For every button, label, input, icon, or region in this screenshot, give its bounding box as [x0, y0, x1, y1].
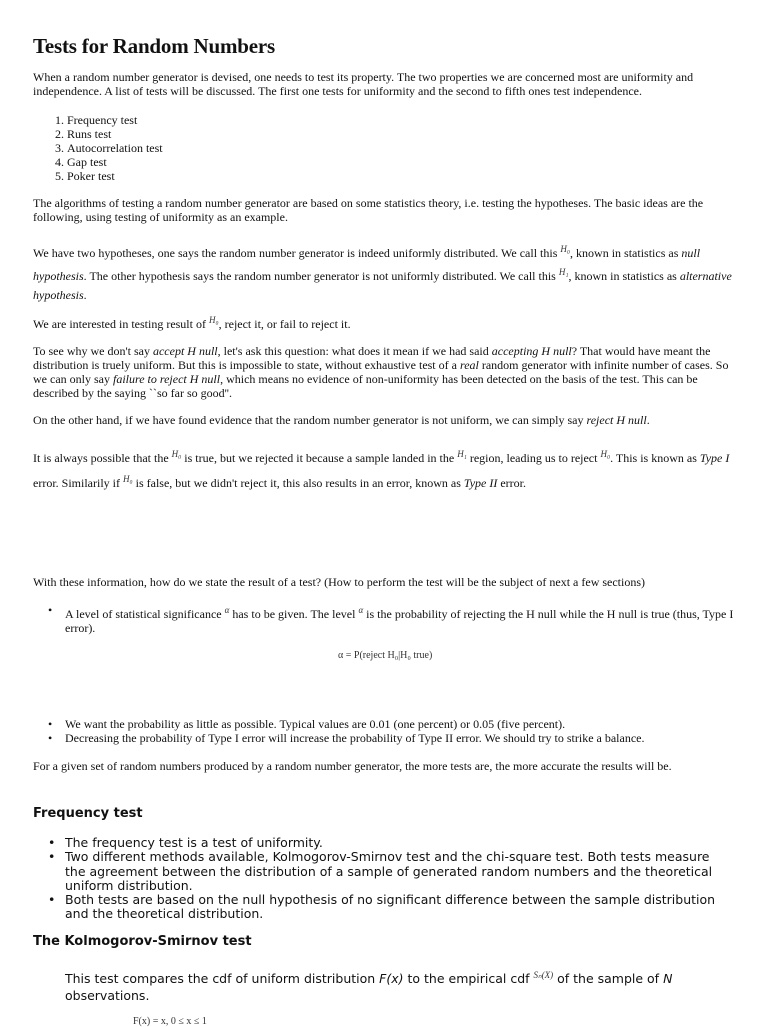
tests-list [33, 113, 163, 183]
frequency-test-list [33, 836, 733, 922]
list-item: 3. Autocorrelation test [55, 141, 163, 155]
list-item: • Decreasing the probability of Type I error will increase the probability of Type II error. We should try to strike a balance. [48, 731, 645, 745]
math-alpha: α [358, 605, 364, 615]
why-paragraph: To see why we don't say accept H null, let's ask this question: what does it mean if we had said accepting H null? That would have meant the distribution is truely uniform. But this is impossible to state, without exhaustive test of a real random generator with infinite number of cases. So we can only say failure to reject H null, which means no evidence of non-uniformity has been detected on the basis of the test. This can be described by the saying ``so far so good''. [33, 344, 729, 400]
math-h0: H₀ [122, 474, 133, 484]
alpha-formula: α = P(reject H₀|H₀ true) [338, 650, 433, 661]
list-item: • Both tests are based on the null hypothesis of no significant difference between the sample distribution and the theoretical distribution. [48, 892, 716, 922]
interested-paragraph: We are interested in testing result of $^{H_0}$, reject it, or fail to reject it. [33, 315, 351, 331]
math-h0: H₀ [171, 449, 182, 459]
hypotheses-paragraph: We have two hypotheses, one says the random number generator is indeed uniformly distributed. We call this $^{H_0}$, known in statistics as null hypothesis. The other hypothesis says the random number generator is not uniformly distributed. We call this $^{H_1}$, known in statistics as alternative hypothesis. [33, 244, 732, 302]
ks-test-heading: The Kolmogorov-Smirnov test [33, 934, 252, 949]
math-h1: H₁ [457, 449, 467, 459]
math-sn: Sₙ(X) [533, 970, 554, 980]
significance-list [33, 603, 738, 635]
frequency-test-heading: Frequency test [33, 806, 143, 821]
given-set-paragraph: For a given set of random numbers produced by a random number generator, the more tests are, the more accurate the results will be. [33, 759, 672, 773]
list-item: • Two different methods available, Kolmogorov-Smirnov test and the chi-square test. Both tests measure the agreement between the distribution of a sample of generated random numbers and the theoretical uniform distribution. [48, 849, 713, 893]
list-item: 2. Runs test [55, 127, 112, 141]
other-hand-paragraph: On the other hand, if we have found evidence that the random number generator is not uniform, we can simply say reject H null. [33, 413, 650, 427]
intro-paragraph: When a random number generator is devised, one needs to test its property. The two properties we are concerned most are uniformity and independence. A list of tests will be discussed. The first one tests for uniformity and the second to fifth ones test independence. [33, 70, 694, 98]
list-item: • We want the probability as little as possible. Typical values are 0.01 (one percent) or 0.05 (five percent). [48, 717, 566, 731]
list-item: • A level of statistical significance $^\alpha$ has to be given. The level $^\alpha$ is the probability of rejecting the H null while the H null is true (thus, Type I error). [48, 603, 734, 635]
algorithms-paragraph: The algorithms of testing a random number generator are based on some statistics theory, i.e. testing the hypotheses. The basic ideas are the following, using testing of uniformity as an example. [33, 196, 704, 224]
list-item: 1. Frequency test [55, 113, 138, 127]
list-item: 4. Gap test [55, 155, 107, 169]
list-item: • The frequency test is a test of uniformity. [48, 835, 323, 850]
math-h0: H₀ [560, 244, 571, 254]
uniform-cdf-formula: F(x) = x, 0 ≤ x ≤ 1 [133, 1016, 207, 1027]
page-title: Tests for Random Numbers [33, 34, 275, 58]
probability-list [33, 717, 738, 745]
state-paragraph: With these information, how do we state the result of a test? (How to perform the test will be the subject of next a few sections) [33, 575, 646, 589]
math-h0: H₀ [600, 449, 611, 459]
list-item: 5. Poker test [55, 169, 115, 183]
math-h0: H₀ [208, 315, 219, 325]
math-h1: H₁ [558, 267, 569, 277]
type-errors-paragraph: It is always possible that the $^{H_0}$ is true, but we rejected it because a sample landed in the $^{H_1}$ region, leading us to reject $^{H_0}$. This is known as Type I error. Similarily if $^{H_0}$ is false, but we didn't reject it, this also results in an error, known as Type II error. [33, 449, 730, 490]
ks-description: This test compares the cdf of uniform distribution F(x) to the empirical cdf $^{S_n(X)}$ of the sample of N observations. [65, 970, 673, 1004]
math-alpha: α [224, 605, 230, 615]
